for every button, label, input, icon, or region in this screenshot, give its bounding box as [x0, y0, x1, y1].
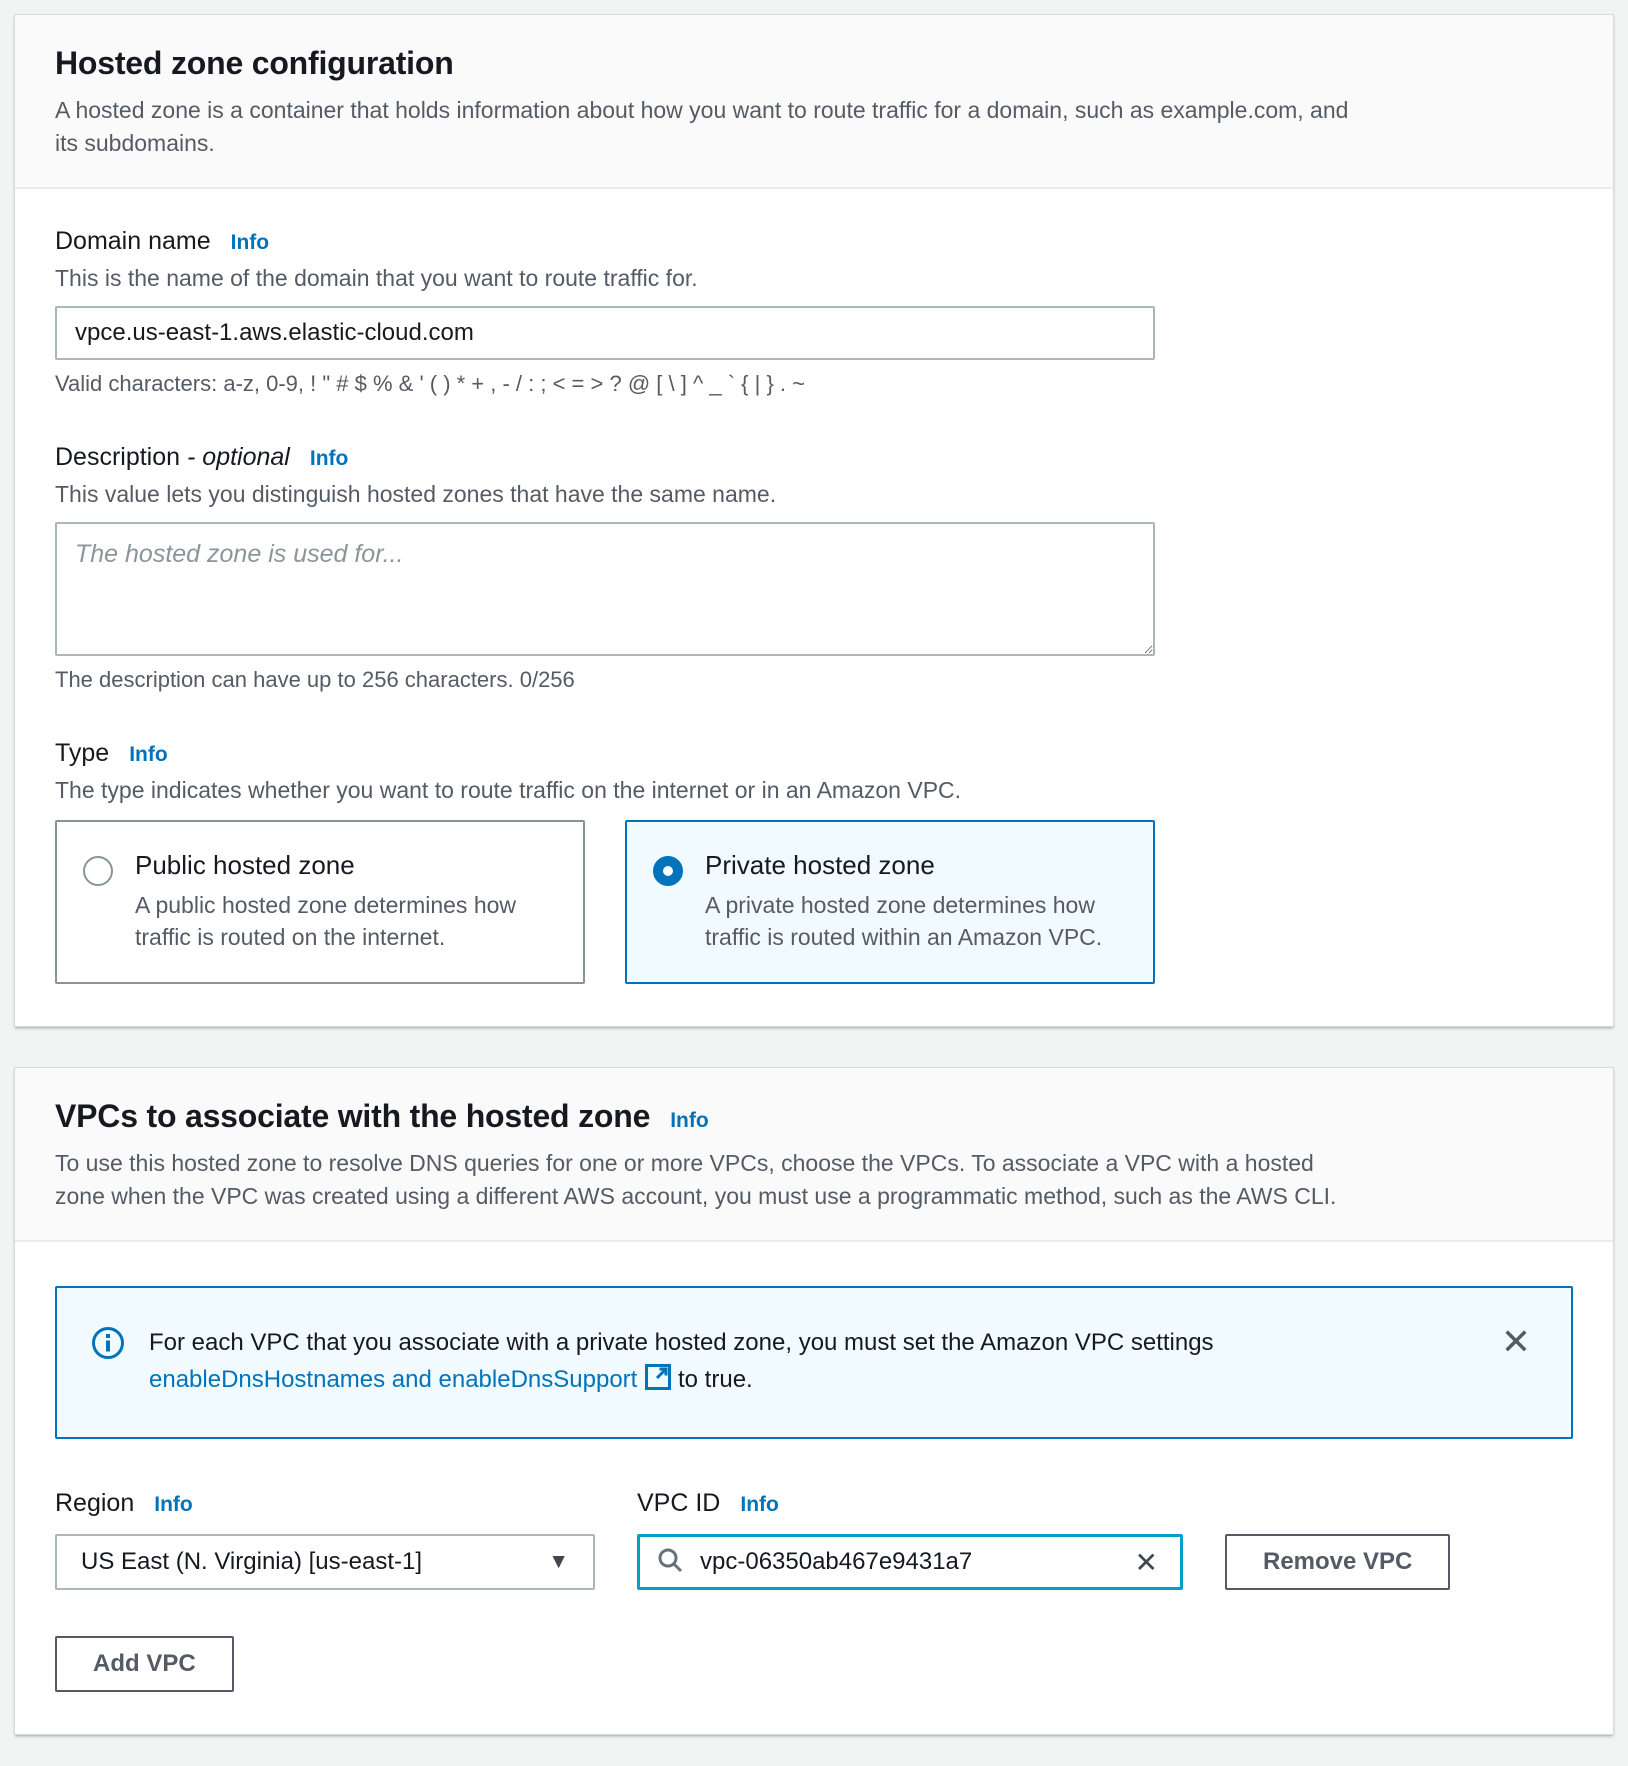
vpc-association-row: [55, 1489, 1573, 1590]
description-optional-suffix: - optional: [187, 442, 290, 471]
alert-text-after-link: to true.: [678, 1365, 753, 1393]
panel-description: To use this hosted zone to resolve DNS queries for one or more VPCs, choose the VPCs. To associate a VPC with a hosted zone when the VPC was created using a different AWS account, you must use a programmatic method, such as the AWS CLI.: [55, 1150, 1337, 1210]
domain-name-input[interactable]: [55, 306, 1155, 360]
panel-body: [15, 1242, 1613, 1734]
panel-description: A hosted zone is a container that holds information about how you want to route traffic for a domain, such as example.com, and its subdomains.: [55, 97, 1349, 157]
vpc-id-value: vpc-06350ab467e9431a7: [700, 1548, 973, 1576]
domain-name-description: This is the name of the domain that you want to route traffic for.: [55, 264, 698, 291]
panel-body: [15, 189, 1613, 1026]
region-select[interactable]: [55, 1534, 595, 1590]
region-column: [55, 1489, 595, 1590]
panel-title: Hosted zone configuration: [55, 45, 454, 81]
vpc-id-info-link[interactable]: Info: [740, 1493, 779, 1517]
external-link-icon: [645, 1364, 671, 1401]
region-selected-value: US East (N. Virginia) [us-east-1]: [81, 1548, 423, 1576]
domain-name-constraint: Valid characters: a-z, 0-9, ! " # $ % & ' ( ) * + , - / : ; < = > ? @ [ \ ] ^ _ ` { | } . ~: [55, 370, 805, 396]
alert-text: [149, 1324, 1329, 1401]
public-hosted-zone-description: A public hosted zone determines how traffic is routed on the internet.: [135, 891, 517, 951]
info-circle-icon: [91, 1326, 125, 1401]
remove-vpc-button[interactable]: Remove VPC: [1225, 1534, 1450, 1590]
region-label: Region: [55, 1489, 135, 1518]
private-hosted-zone-radio[interactable]: [653, 856, 683, 886]
description-label: Description - optional: [55, 442, 290, 471]
search-icon: [656, 1546, 684, 1579]
description-field: [55, 443, 1573, 693]
domain-name-label: Domain name: [55, 226, 211, 255]
private-hosted-zone-label: Private hosted zone: [705, 849, 935, 880]
panel-header: [15, 1068, 1613, 1242]
description-info-link[interactable]: Info: [309, 446, 349, 470]
domain-name-info-link[interactable]: Info: [230, 230, 270, 254]
vpc-settings-info-alert: [55, 1286, 1573, 1439]
type-tile-group: [55, 820, 1573, 984]
type-label: Type: [55, 738, 110, 767]
vpcs-to-associate-panel: [14, 1067, 1614, 1735]
hosted-zone-configuration-panel: [14, 14, 1614, 1027]
private-hosted-zone-tile[interactable]: [625, 820, 1155, 984]
alert-close-icon[interactable]: ✕: [1491, 1324, 1541, 1360]
clear-input-icon[interactable]: ✕: [1129, 1546, 1164, 1579]
panel-header: [15, 15, 1613, 189]
region-info-link[interactable]: Info: [154, 1493, 193, 1517]
panel-title: VPCs to associate with the hosted zone: [55, 1098, 651, 1134]
vpcs-info-link[interactable]: Info: [670, 1109, 709, 1132]
add-vpc-button[interactable]: Add VPC: [55, 1636, 234, 1692]
vpc-id-input[interactable]: [637, 1534, 1183, 1590]
enable-dns-link[interactable]: enableDnsHostnames and enableDnsSupport: [149, 1365, 638, 1393]
vpc-id-label: VPC ID: [637, 1489, 721, 1518]
type-field: [55, 739, 1573, 984]
public-hosted-zone-label: Public hosted zone: [135, 849, 355, 880]
public-hosted-zone-tile[interactable]: [55, 820, 585, 984]
caret-down-icon: ▼: [548, 1550, 569, 1574]
domain-name-field: [55, 227, 1573, 397]
vpc-id-column: [637, 1489, 1183, 1590]
type-description: The type indicates whether you want to route traffic on the internet or in an Amazon VPC.: [55, 776, 962, 803]
public-hosted-zone-radio[interactable]: [83, 856, 113, 886]
description-textarea[interactable]: [55, 522, 1155, 656]
description-field-description: This value lets you distinguish hosted zones that have the same name.: [55, 480, 777, 507]
description-constraint: The description can have up to 256 characters. 0/256: [55, 666, 575, 692]
private-hosted-zone-description: A private hosted zone determines how traffic is routed within an Amazon VPC.: [705, 891, 1103, 951]
type-info-link[interactable]: Info: [129, 742, 168, 766]
alert-text-before-link: For each VPC that you associate with a private hosted zone, you must set the Amazon VPC settings: [149, 1328, 1214, 1356]
